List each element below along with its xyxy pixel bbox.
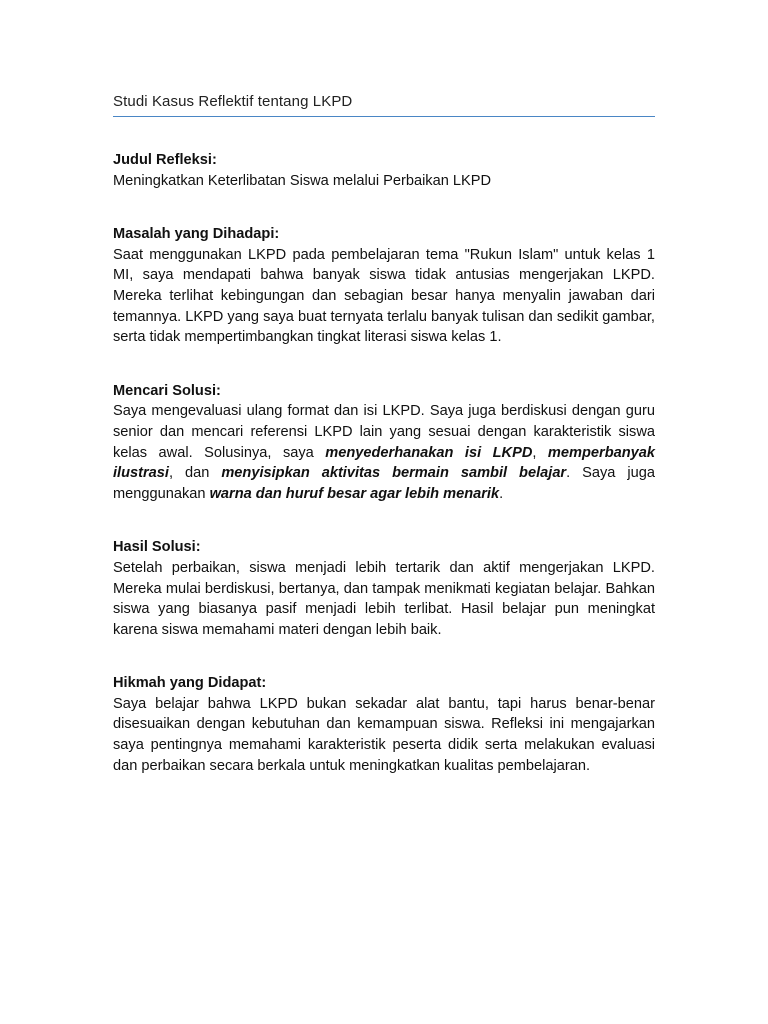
section-masalah	[113, 224, 655, 348]
section-body: Saat menggunakan LKPD pada pembelajaran tema "Rukun Islam" untuk kelas 1 MI, saya mendapati bahwa banyak siswa tidak antusias mengerjakan LKPD. Mereka terlihat kebingungan dan sebagian besar hanya menyalin jawaban dari temannya. LKPD yang saya buat ternyata terlalu banyak tulisan dan sedikit gambar, serta tidak mempertimbangkan tingkat literasi siswa kelas 1.	[113, 246, 655, 346]
body-text: , dan	[168, 465, 222, 482]
section-body: Saya belajar bahwa LKPD bukan sekadar alat bantu, tapi harus benar-benar disesuaikan dengan kebutuhan dan kemampuan siswa. Refleksi ini mengajarkan saya pentingnya memahami karakteristik peserta didik serta melakukan evaluasi dan perbaikan secara berkala untuk meningkatkan kualitas pembelajaran.	[113, 695, 655, 774]
section-heading: Hikmah yang Didapat:	[113, 675, 267, 692]
section-heading: Judul Refleksi:	[113, 152, 217, 168]
body-text: .	[499, 485, 504, 502]
emphasis-text: menyisipkan aktivitas bermain sambil belajar	[221, 465, 567, 482]
emphasis-text: menyederhanakan isi LKPD	[325, 444, 533, 461]
section-body	[113, 401, 655, 504]
document-page	[113, 92, 655, 776]
emphasis-text: warna dan huruf besar agar lebih menarik	[209, 485, 500, 502]
body-text: . Saya juga menggunakan	[113, 465, 655, 502]
section-judul-refleksi	[113, 150, 655, 191]
section-heading: Mencari Solusi:	[113, 382, 221, 399]
body-text: ,	[532, 444, 548, 461]
section-heading: Masalah yang Dihadapi:	[113, 226, 280, 243]
document-title: Studi Kasus Reflektif tentang LKPD	[113, 92, 655, 117]
section-body: Meningkatkan Keterlibatan Siswa melalui Perbaikan LKPD	[113, 172, 492, 189]
section-hasil-solusi	[113, 537, 655, 640]
emphasis-text: memperbanyak ilustrasi	[113, 444, 655, 482]
section-mencari-solusi	[113, 381, 655, 505]
section-hikmah	[113, 673, 655, 776]
section-heading: Hasil Solusi:	[113, 539, 201, 556]
body-text: Saya mengevaluasi ulang format dan isi LKPD. Saya juga berdiskusi dengan guru senior dan mencari referensi LKPD lain yang sesuai dengan karakteristik siswa kelas awal. Solusinya, saya	[113, 403, 655, 461]
section-body: Setelah perbaikan, siswa menjadi lebih tertarik dan aktif mengerjakan LKPD. Mereka mulai berdiskusi, bertanya, dan tampak menikmati kegiatan belajar. Bahkan siswa yang biasanya pasif menjadi lebih terlibat. Hasil belajar pun meningkat karena siswa memahami materi dengan lebih baik.	[113, 559, 655, 638]
